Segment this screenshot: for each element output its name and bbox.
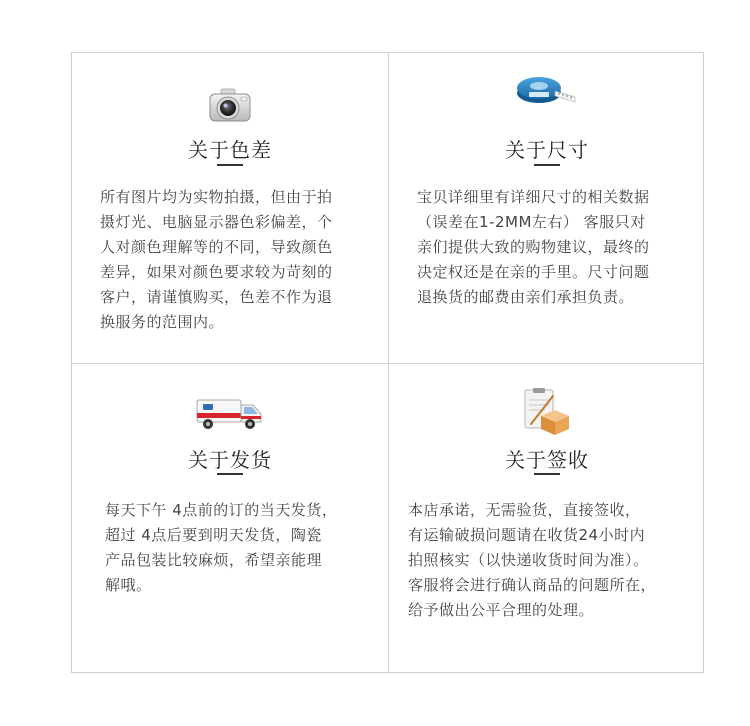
body-line: 人对颜色理解等的不同，导致颜色 <box>100 238 333 256</box>
body-line: 摄灯光、电脑显示器色彩偏差，个 <box>100 213 333 231</box>
card-body <box>408 498 656 623</box>
clipboard-box-icon <box>519 388 575 440</box>
card-shipping <box>72 364 388 674</box>
body-line: 超过 4点后要到明天发货，陶瓷 <box>105 526 322 544</box>
card-body <box>417 185 650 310</box>
info-grid <box>71 52 704 673</box>
title-underline <box>217 164 243 166</box>
card-title: 关于发货 <box>188 448 272 472</box>
card-title: 关于签收 <box>505 448 589 472</box>
body-line: 解哦。 <box>105 576 152 594</box>
body-line: 有运输破损问题请在收货24小时内 <box>408 526 646 544</box>
body-line: 拍照核实（以快递收货时间为准）。 <box>408 551 649 569</box>
body-line: 退换货的邮费由亲们承担负责。 <box>417 288 635 306</box>
camera-icon <box>207 85 253 129</box>
body-line: 换服务的范围内。 <box>100 313 225 331</box>
body-line: 差异，如果对颜色要求较为苛刻的 <box>100 263 333 281</box>
card-color-difference <box>72 53 388 363</box>
card-size <box>389 53 705 363</box>
card-body <box>100 185 333 335</box>
body-line: 给予做出公平合理的处理。 <box>408 601 595 619</box>
card-title: 关于色差 <box>188 138 272 162</box>
body-line: 亲们提供大致的购物建议，最终的 <box>417 238 650 256</box>
card-title: 关于尺寸 <box>505 138 589 162</box>
title-underline <box>217 473 243 475</box>
card-sign-for <box>389 364 705 674</box>
delivery-truck-icon <box>195 394 265 436</box>
body-line: 决定权还是在亲的手里。尺寸问题 <box>417 263 650 281</box>
body-line: 客服将会进行确认商品的问题所在， <box>408 576 657 594</box>
body-line: 每天下午 4点前的订的当天发货， <box>105 501 338 519</box>
tape-measure-icon <box>515 71 579 111</box>
body-line: 本店承诺，无需验货，直接签收， <box>408 501 641 519</box>
body-line: 客户，请谨慎购买，色差不作为退 <box>100 288 333 306</box>
card-body <box>105 498 337 598</box>
body-line: 产品包装比较麻烦，希望亲能理 <box>105 551 323 569</box>
body-line: 所有图片均为实物拍摄，但由于拍 <box>100 188 333 206</box>
title-underline <box>534 473 560 475</box>
body-line: 宝贝详细里有详细尺寸的相关数据 <box>417 188 650 206</box>
body-line: （误差在1-2MM左右） 客服只对 <box>417 213 646 231</box>
title-underline <box>534 164 560 166</box>
